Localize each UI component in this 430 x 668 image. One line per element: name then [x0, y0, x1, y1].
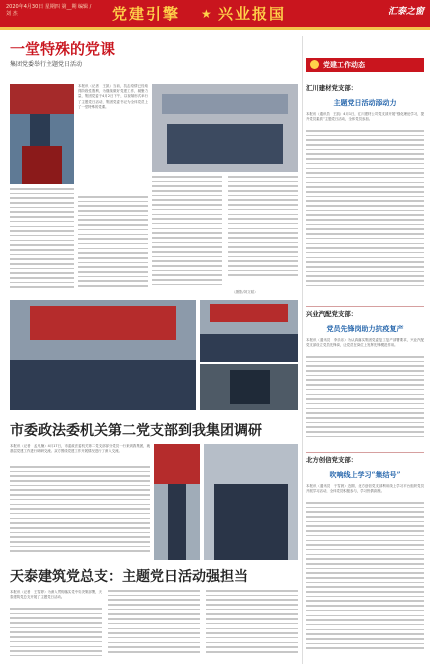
article-2-title: 市委政法委机关第二党支部到我集团调研 [10, 423, 262, 439]
item-2-head: 兴业汽配党支部： [306, 310, 358, 318]
article-3-body-col3 [206, 590, 298, 664]
item-1-lead: 本报讯（通讯员 王凯）4月1日，汇川建材公司党支部开展“强化理论学习，提升党员素质”主题党日活动，全体党员参加。 [306, 112, 424, 122]
item-2-lead: 本报讯（通讯员 李乐乐）为认真落实集团党委复工复产部署要求，兴业汽配党支部设立党员先锋岗，让党员在岗位上发挥先锋模范作用。 [306, 338, 424, 348]
article-2-lead: 本报讯（记者 孟凡楠）4月17日，市委政法委机关第二党支部部分党员一行来到我集团，就基层党建工作进行调研交流。双方围绕党建工作开展情况进行了深入交流。 [10, 444, 150, 454]
banner-slogan-right: 兴业报国 [218, 5, 287, 23]
section-badge-label: 党建工作动态 [323, 61, 365, 69]
article-1-body-col1 [10, 188, 74, 298]
article-3-title: 天泰建筑党总支：主题党日活动强担当 [10, 569, 248, 585]
issue-meta: 2020年4月30日 星期四 第__期 编辑 / 刘 杰 [6, 4, 92, 17]
separator [306, 306, 424, 307]
article-1-body-col2 [78, 196, 148, 298]
item-3-lead: 本报讯（通讯员 于雪晨）近期，北方创信党支部利用线上学习平台组织党员开展学习活动，全体党员积极参与，学习热情高涨。 [306, 484, 424, 494]
masthead-banner [0, 0, 430, 30]
banner-stripe [0, 27, 430, 30]
oath-ceremony-photo [200, 300, 298, 362]
article-1-body-col3 [152, 176, 222, 298]
article-3-body-col1 [10, 608, 102, 664]
article-1-subtitle: 集团党委举行主题党日活动 [10, 61, 83, 68]
article-2-body [10, 466, 150, 562]
photo-caption: （摄影/刘文韬） [232, 290, 258, 294]
banner-slogan-left: 党建引擎 [112, 5, 181, 23]
meeting-room-photo [152, 84, 298, 172]
section-badge [306, 58, 424, 72]
speaker-photo [10, 84, 74, 184]
item-3-subtitle: 吹响线上学习“集结号” [329, 470, 401, 479]
visit-photo-1 [154, 444, 200, 560]
item-2-body [306, 356, 424, 448]
visit-photo-2 [204, 444, 298, 560]
item-1-subtitle: 主题党日活动添动力 [333, 98, 397, 107]
party-emblem-icon [310, 60, 319, 69]
item-1-body [306, 130, 424, 302]
group-oath-photo [10, 300, 196, 410]
item-2-subtitle: 党员先锋岗助力抗疫复产 [326, 324, 404, 333]
item-3-body [306, 502, 424, 664]
article-1 [10, 36, 298, 73]
column-divider [302, 36, 303, 664]
article-1-body-col4 [228, 176, 298, 288]
item-3-head: 北方创信党支部： [306, 456, 358, 464]
article-1-title: 一堂特殊的党课 [10, 40, 116, 58]
star-icon: ★ [201, 7, 212, 21]
article-3-body-col2 [108, 590, 200, 664]
phone-photo [200, 364, 298, 410]
article-3-lead: 本报讯（记者 王雪婷）为深入贯彻落实党中央决策部署，天泰建筑党总支开展了主题党日活动。 [10, 590, 102, 600]
article-1-lead: 本报讯（记者 王凯）当前，抗击疫情已经取得阶段性胜利，为继续做好党建工作，凝聚力量，集团党委于4月2日下午，以视频形式举行了主题党日活动，集团党委书记为全体党员上了一堂特殊的党课。 [78, 84, 148, 109]
item-1-head: 汇川建材党支部： [306, 84, 358, 92]
brand-logo: 汇泰之窗 [387, 7, 424, 17]
separator [306, 452, 424, 453]
